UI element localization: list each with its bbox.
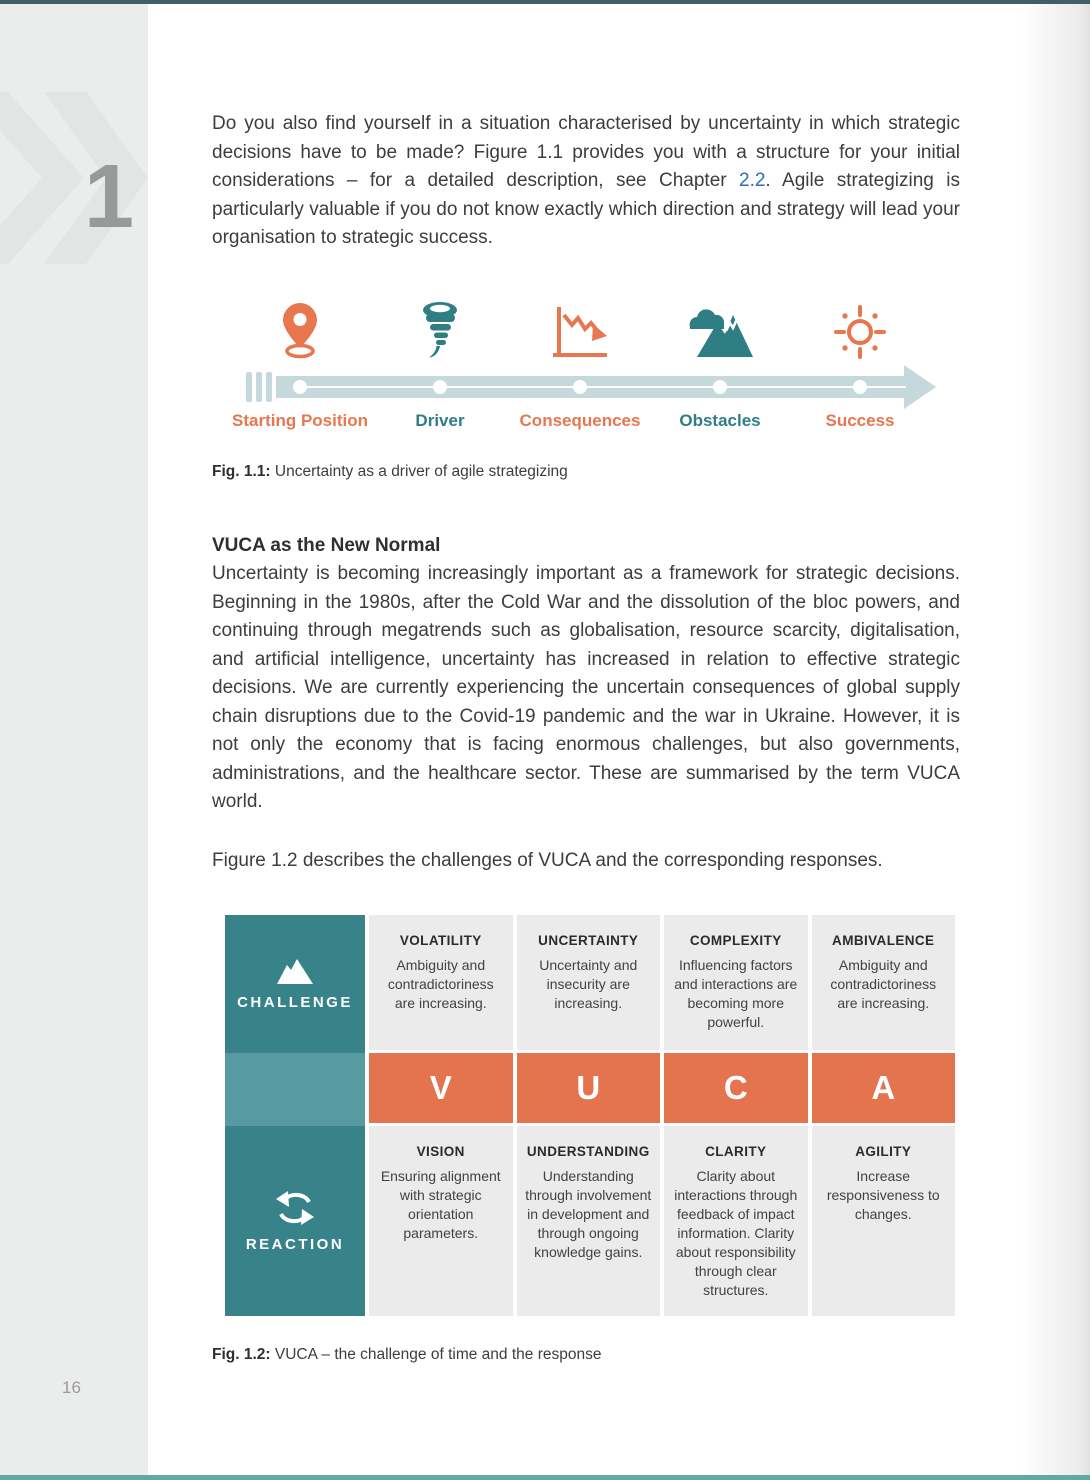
challenge-header-label: CHALLENGE bbox=[237, 994, 353, 1011]
challenge-cell-complexity bbox=[664, 915, 808, 1050]
timeline-dot bbox=[573, 380, 587, 394]
vuca-paragraph: Uncertainty is becoming increasingly important as a framework for strategic decisions. Beginning in the 1980s, after the Cold War and the dissolution of the bloc powers, and continuing through megatrends such as globalisation, resource scarcity, digitalisation, and artificial intelligence, uncertainty has increased in relation to effective strategic decisions. We are currently experiencing the uncertain consequences of global supply chain disruptions due to the Covid-19 pandemic and the war in Ukraine. However, it is not only the economy that is facing enormous challenges, but also governments, administrations, and the healthcare sector. These are summarised by the term VUCA world. bbox=[212, 563, 960, 812]
figure-1-1-caption bbox=[212, 461, 960, 482]
page-edge-shade bbox=[1020, 0, 1090, 1480]
figure-1-2-caption-text: VUCA – the challenge of time and the response bbox=[270, 1346, 602, 1363]
location-pin-icon bbox=[230, 295, 370, 359]
figure-1-1-caption-text: Uncertainty as a driver of agile strategizing bbox=[270, 462, 568, 480]
intro-text-after: . Agile strategizing is particularly valuable if you do not know exactly which direction and strategy will lead your organisation to strategic success. bbox=[212, 170, 960, 248]
figure-1-2-caption bbox=[212, 1344, 960, 1365]
reaction-title: AGILITY bbox=[855, 1144, 912, 1159]
step-label-success: Success bbox=[825, 410, 895, 430]
vuca-table bbox=[225, 915, 955, 1316]
reaction-text: Clarity about interactions through feedback of impact information. Clarity about responsibility through clear structures. bbox=[674, 1168, 798, 1298]
figure-1-1-labels bbox=[212, 411, 960, 431]
mountain-icon bbox=[650, 295, 790, 359]
mountain-icon bbox=[276, 957, 314, 984]
reaction-text: Increase responsiveness to changes. bbox=[826, 1168, 940, 1222]
timeline-dot bbox=[433, 380, 447, 394]
step-label-obstacles: Obstacles bbox=[679, 410, 761, 430]
page-content bbox=[212, 0, 960, 1365]
figure-1-2-caption-label: Fig. 1.2: bbox=[212, 1346, 271, 1363]
step-label-starting-position: Starting Position bbox=[232, 410, 368, 430]
challenge-title: VOLATILITY bbox=[399, 933, 482, 948]
timeline-dot bbox=[713, 380, 727, 394]
figure-1-1 bbox=[212, 295, 960, 431]
reaction-title: UNDERSTANDING bbox=[526, 1144, 650, 1159]
timeline-tick bbox=[246, 372, 252, 402]
reaction-cell-clarity bbox=[664, 1126, 808, 1316]
letter-cell-a: A bbox=[812, 1053, 956, 1123]
reaction-title: CLARITY bbox=[705, 1144, 767, 1159]
step-label-driver: Driver bbox=[415, 410, 465, 430]
figure-1-2-intro: Figure 1.2 describes the challenges of VUCA and the corresponding responses. bbox=[212, 849, 883, 871]
challenge-text: Influencing factors and interactions are becoming more powerful. bbox=[674, 957, 798, 1030]
chapter-number: 1 bbox=[84, 147, 135, 247]
challenge-title: COMPLEXITY bbox=[689, 933, 782, 948]
step-label-consequences: Consequences bbox=[519, 410, 641, 430]
challenge-cell-volatility bbox=[369, 915, 513, 1050]
reaction-header-cell bbox=[225, 1126, 365, 1316]
intro-paragraph bbox=[212, 110, 960, 253]
cycle-arrows-icon bbox=[274, 1190, 316, 1226]
letter-cell-v: V bbox=[369, 1053, 513, 1123]
reaction-cell-vision bbox=[369, 1126, 513, 1316]
letter-cell-u: U bbox=[517, 1053, 661, 1123]
challenge-cell-uncertainty bbox=[517, 915, 661, 1050]
declining-chart-icon bbox=[510, 295, 650, 359]
challenge-text: Uncertainty and insecurity are increasing. bbox=[539, 957, 638, 1011]
intro-text-before: Do you also find yourself in a situation characterised by uncertainty in which strategic decisions have to be made? Figure 1.1 provides you with a structure for your initial considerations – for a detailed description, see Chapter bbox=[212, 113, 960, 191]
reaction-title: VISION bbox=[416, 1144, 465, 1159]
challenge-text: Ambiguity and contradictoriness are increasing. bbox=[387, 957, 494, 1011]
timeline-arrow bbox=[212, 365, 960, 409]
timeline-tick bbox=[266, 372, 272, 402]
page-bottom-border bbox=[0, 1475, 1090, 1480]
timeline-dot bbox=[853, 380, 867, 394]
reaction-cell-agility bbox=[812, 1126, 956, 1316]
challenge-cell-ambivalence bbox=[812, 915, 956, 1050]
challenge-title: UNCERTAINTY bbox=[538, 933, 639, 948]
reaction-header-label: REACTION bbox=[245, 1235, 345, 1253]
figure-1-1-icons bbox=[212, 295, 960, 359]
figure-1-1-caption-label: Fig. 1.1: bbox=[212, 462, 271, 480]
challenge-title: AMBIVALENCE bbox=[832, 933, 935, 948]
timeline-center-line bbox=[300, 386, 906, 388]
page-number: 16 bbox=[62, 1378, 81, 1397]
timeline-arrowhead bbox=[904, 365, 936, 409]
letter-cell-c: C bbox=[664, 1053, 808, 1123]
tornado-icon bbox=[370, 295, 510, 359]
reaction-cell-understanding bbox=[517, 1126, 661, 1316]
timeline-dot bbox=[293, 380, 307, 394]
page-top-border bbox=[0, 0, 1090, 4]
left-margin-strip bbox=[0, 4, 148, 1475]
timeline-tick bbox=[256, 372, 262, 402]
reaction-text: Ensuring alignment with strategic orientation parameters. bbox=[380, 1168, 501, 1241]
sun-icon bbox=[790, 295, 930, 359]
reaction-text: Understanding through involvement in development and through ongoing knowledge gains. bbox=[525, 1168, 652, 1260]
section-heading: VUCA as the New Normal bbox=[212, 534, 441, 556]
challenge-text: Ambiguity and contradictoriness are increasing. bbox=[830, 957, 937, 1011]
vuca-row-spacer-cell bbox=[225, 1053, 365, 1126]
chapter-2-2-link[interactable]: 2.2 bbox=[739, 170, 766, 191]
challenge-header-cell bbox=[225, 915, 365, 1053]
